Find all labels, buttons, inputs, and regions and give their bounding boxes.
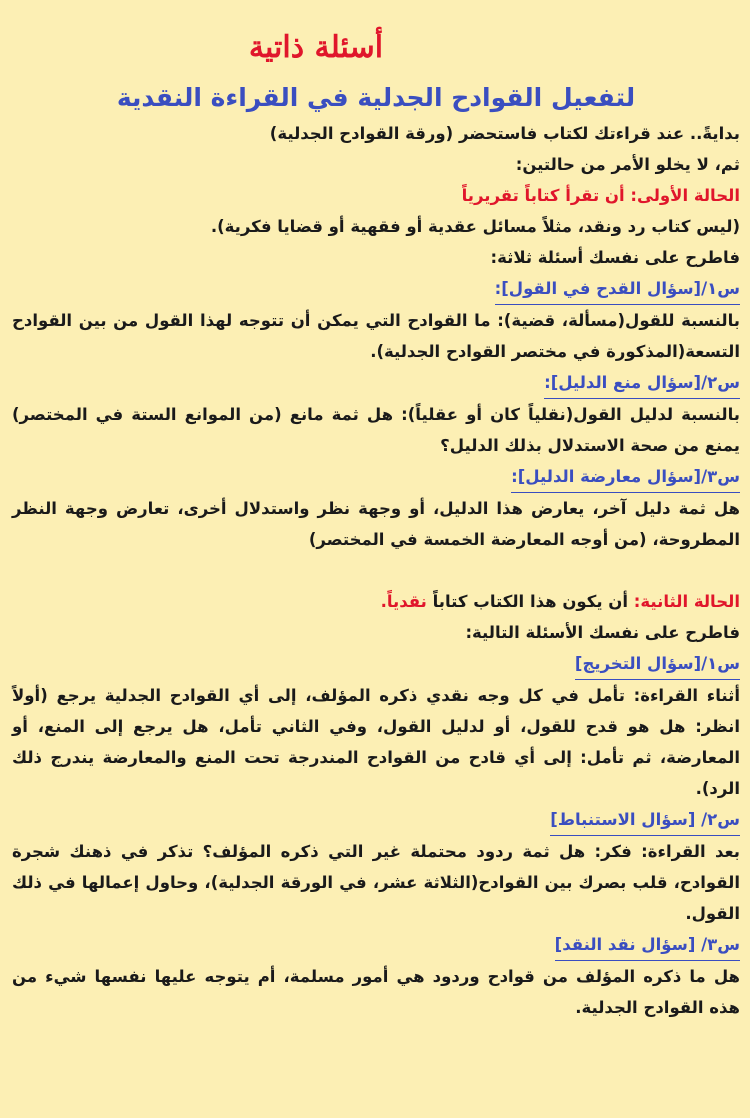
- case1-note: (ليس كتاب رد ونقد، مثلاً مسائل عقدية أو فقهية أو قضايا فكرية).: [210, 217, 740, 236]
- case1-heading: الحالة الأولى: أن تقرأ كتاباً تقريرياً: [461, 186, 740, 205]
- page-subtitle: لتفعيل القوادح الجدلية في القراءة النقدية: [116, 83, 636, 112]
- intro-line-2: ثم، لا يخلو الأمر من حالتين:: [515, 155, 740, 174]
- case1-q3-heading: س٣/[سؤال معارضة الدليل]:: [511, 461, 740, 493]
- case2-heading-text: أن يكون هذا الكتاب كتاباً: [432, 592, 629, 611]
- case1-q1-text: بالنسبة للقول(مسألة، قضية): ما القوادح التي يمكن أن تتوجه لهذا القول من بين القوادح التسعة(المذكورة في مختصر القوادح الجدلية).: [12, 311, 740, 361]
- case2-q3-heading: س٣/ [سؤال نقد النقد]: [555, 929, 740, 961]
- case2-heading-emphasis: نقدياً.: [380, 592, 427, 611]
- case2-ask: فاطرح على نفسك الأسئلة التالية:: [465, 623, 740, 642]
- case2-q2-heading: س٢/ [سؤال الاستنباط]: [550, 804, 740, 836]
- intro-line-1: بدايةً.. عند قراءتك لكتاب فاستحضر (ورقة القوادح الجدلية): [269, 124, 740, 143]
- case2-q2-text: بعد القراءة: فكر: هل ثمة ردود محتملة غير التي ذكره المؤلف؟ تذكر في ذهنك شجرة القوادح، قلب بصرك بين القوادح(الثلاثة عشر، في الورقة الجدلية)، وحاول إعمالها في ذلك القول.: [12, 842, 740, 923]
- case2-q1-heading: س١/[سؤال التخريج]: [575, 648, 740, 680]
- case1-ask: فاطرح على نفسك أسئلة ثلاثة:: [490, 248, 740, 267]
- case1-q2-text: بالنسبة لدليل القول(نقلياً كان أو عقلياً): هل ثمة مانع (من الموانع الستة في المختصر) يمنع من صحة الاستدلال بذلك الدليل؟: [12, 405, 740, 455]
- case2-q1-text: أثناء القراءة: تأمل في كل وجه نقدي ذكره المؤلف، إلى أي القوادح الجدلية يرجع (أولاً انظر: هل هو قدح للقول، أو لدليل القول، وفي الثاني تأمل، هل يرجع إلى المنع، أو المعارضة، ثم تأمل: إلى أي قادح من القوادح المندرجة تحت المنع والمعارضة يندرج ذلك الرد).: [12, 686, 740, 798]
- section-spacer: [12, 555, 740, 586]
- case2-heading-label: الحالة الثانية:: [633, 592, 740, 611]
- case1-q1-heading: س١/[سؤال القدح في القول]:: [495, 273, 740, 305]
- case1-q2-heading: س٢/[سؤال منع الدليل]:: [544, 367, 740, 399]
- case1-q3-text: هل ثمة دليل آخر، يعارض هذا الدليل، أو وجهة نظر واستدلال أخرى، تعارض وجهة النظر المطروحة، (من أوجه المعارضة الخمسة في المختصر): [12, 499, 740, 549]
- case2-q3-text: هل ما ذكره المؤلف من قوادح وردود هي أمور مسلمة، أم يتوجه عليها نفسها شيء من هذه القوادح الجدلية.: [12, 967, 740, 1017]
- page-title: أسئلة ذاتية: [248, 30, 384, 65]
- case2-heading: [12, 586, 740, 617]
